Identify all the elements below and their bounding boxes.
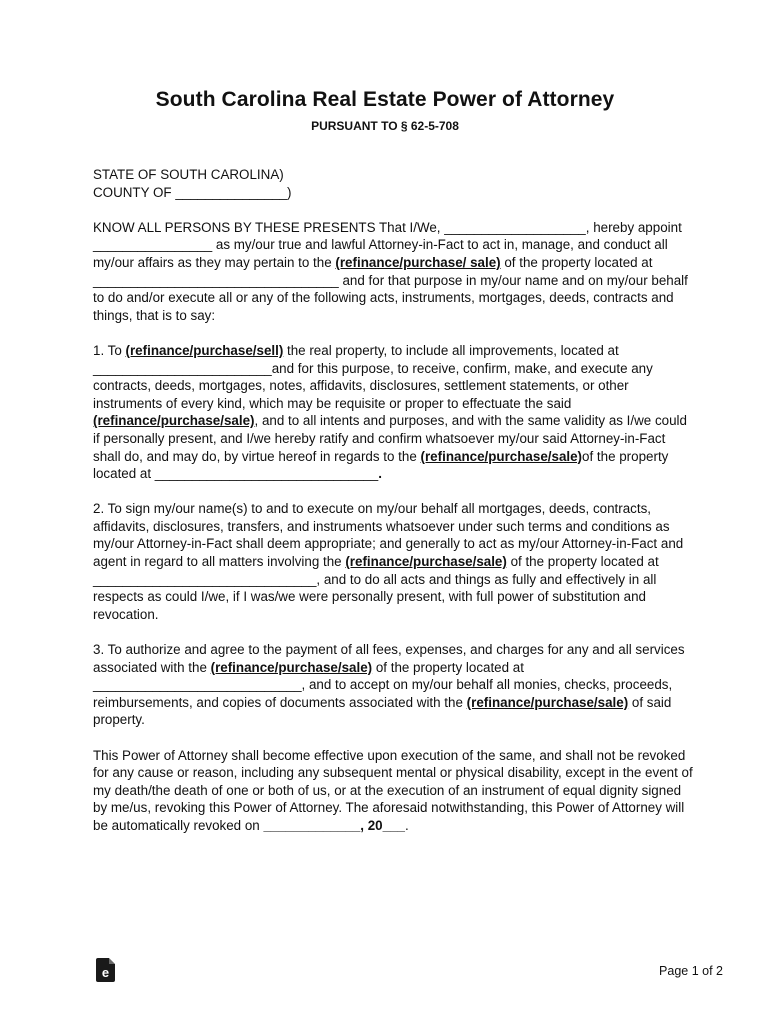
document-body [93,166,693,852]
intro-transaction-type: (refinance/purchase/ sale) [335,254,501,270]
para1-text-7: of the property located at ______________________________ [93,448,669,482]
document-subtitle: PURSUANT TO § 62-5-708 [311,119,459,133]
para1-text-3: the real property, to include all improvements, located at ________________________and for this purpose, to receive, confirm, make, and execute any contracts, deeds, mortgages, notes, affidavits, disclosures, settlement statements, or other instruments of every kind, which may be requisite or proper to effectuate the said [93,342,653,411]
intro-text-1: KNOW ALL PERSONS BY THESE PRESENTS That I/We, ___________________ [93,219,586,235]
venue-block [93,166,693,201]
revocation-date-field: _____________, 20___ [263,817,405,833]
intro-text-2: , hereby appoint ________________ as my/our true and lawful Attorney-in-Fact to act in, manage, and conduct all my/our affairs as they may pertain to the [93,219,682,270]
para2-text-1: 2. To sign my/our name(s) to and to execute on my/our behalf all mortgages, deeds, contracts, affidavits, disclosures, transfers, and instruments whatsoever under such terms and conditions as my/our Attorney-in-Fact shall deem appropriate; and generally to act as my/our Attorney-in-Fact and agent in regard to all matters involving the [93,501,684,570]
page-number: Page 1 of 2 [659,964,723,978]
para1-transaction-type-2: (refinance/purchase/sale) [93,413,255,429]
eforms-logo-icon [96,958,116,982]
paragraph-2 [93,500,693,623]
para3-text-3: of the property located at ____________________________, and to accept on my/our behalf all monies, checks, proceeds, reimbursements, and copies of documents associated with the [93,659,673,710]
closing-text-3: . [404,817,409,833]
para1-text-1: 1. To [93,342,126,358]
para1-text-5: , and to all intents and purposes, and with the same validity as I/we could if personally present, and I/we hereby ratify and confirm whatsoever my/our said Attorney-in-Fact shall do, and may do, by virtue hereof in regards to the [93,413,687,464]
para1-transaction-type-3: (refinance/purchase/sale) [420,448,583,464]
para3-text-1: 3. To authorize and agree to the payment of all fees, expenses, and charges for any and all services associated with the [93,642,685,675]
paragraph-3 [93,641,693,729]
para2-transaction-type: (refinance/purchase/sale) [345,554,507,570]
para3-transaction-type-2: (refinance/purchase/sale) [466,694,629,710]
intro-paragraph [93,219,693,325]
svg-text:e: e [101,965,110,980]
closing-text-1: This Power of Attorney shall become effective upon execution of the same, and shall not be revoked for any cause or reason, including any subsequent mental or physical disability, except in the event of my death/the death of one or both of us, or at the execution of an instrument of equal dignity signed by me/us, revoking this Power of Attorney. The aforesaid notwithstanding, this Power of Attorney will be automatically revoked on [93,747,693,833]
closing-paragraph [93,747,693,835]
county-line: COUNTY OF _______________) [93,184,292,200]
para3-transaction-type-1: (refinance/purchase/sale) [210,659,373,675]
para3-text-5: of said property. [93,694,672,728]
para1-text-8: . [378,466,382,482]
para2-text-3: of the property located at ______________________________, and to do all acts and things as fully and effectively in all respects as could I/we, if I was/we were personally present, with full power of substitution and revocation. [93,554,659,622]
intro-text-4: of the property located at _________________________________ and for that purpose in my/our name and on my/our behalf to do and/or execute all or any of the following acts, instruments, mortgages, deeds, contracts and things, that is to say: [93,254,688,323]
document-title: South Carolina Real Estate Power of Attorney [155,88,615,111]
para1-transaction-type-1: (refinance/purchase/sell) [125,342,284,358]
state-line: STATE OF SOUTH CAROLINA) [93,167,284,182]
paragraph-1 [93,342,693,483]
